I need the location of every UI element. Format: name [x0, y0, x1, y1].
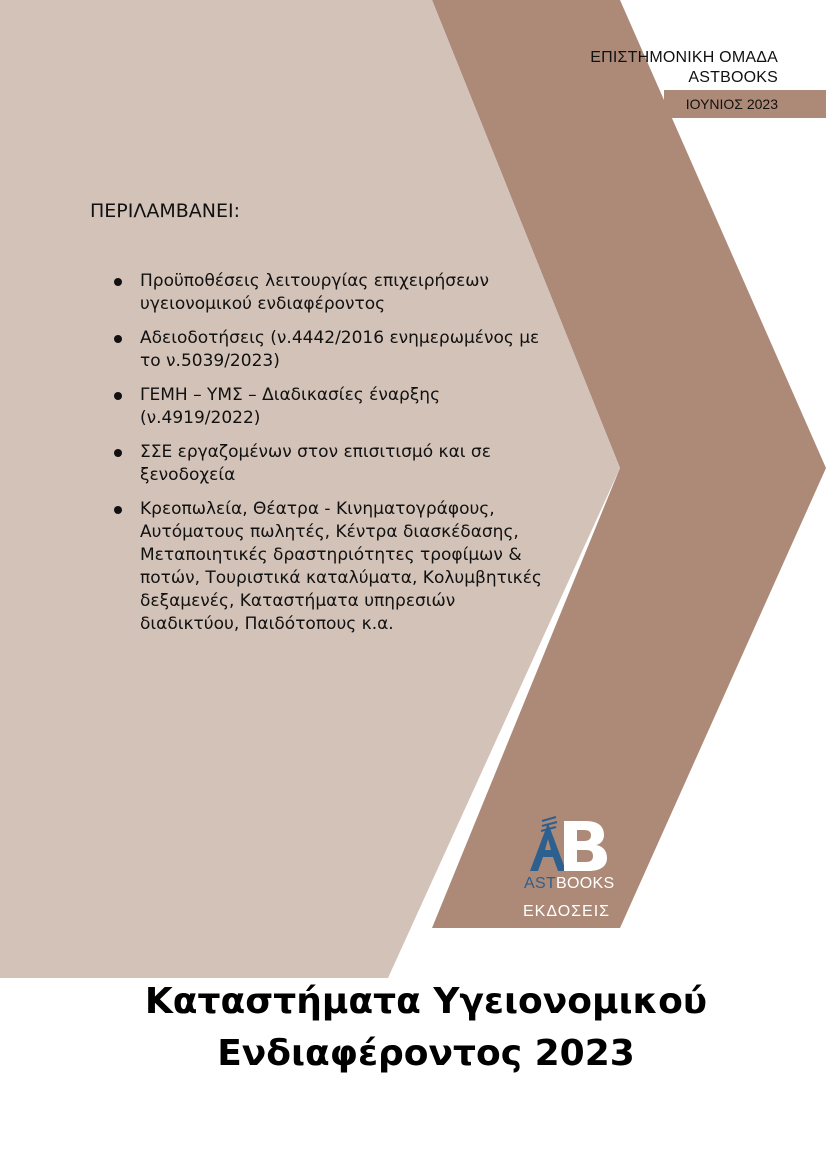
list-item [112, 384, 582, 430]
contents-heading: ΠΕΡΙΛΑΜΒΑΝΕΙ: [90, 200, 240, 222]
list-item-line: δεξαμενές, Καταστήματα υπηρεσιών [140, 591, 456, 611]
list-item-line: ξενοδοχεία [140, 465, 236, 485]
bullet-icon [114, 449, 122, 457]
bullet-icon [114, 392, 122, 400]
list-item [112, 498, 582, 636]
list-item [112, 270, 582, 316]
list-item-line: Μεταποιητικές δραστηριότητες τροφίμων & [140, 545, 522, 565]
ab-logo-icon [520, 815, 620, 877]
bullet-icon [114, 335, 122, 343]
logo-wordmark [524, 875, 614, 893]
book-title-line: Καταστήματα Υγειονομικού [144, 981, 708, 1022]
publisher-brand: ASTBOOKS [688, 69, 778, 86]
list-item-line: Προϋποθέσεις λειτουργίας επιχειρήσεων [140, 271, 489, 291]
publication-date: ΙΟΥΝΙΟΣ 2023 [685, 96, 778, 112]
list-item-line: το ν.5039/2023) [140, 351, 280, 371]
list-item [112, 327, 582, 373]
logo-wordmark-ast: AST [524, 875, 557, 892]
bullet-icon [114, 278, 122, 286]
bullet-icon [114, 506, 122, 514]
list-item-line: ΣΣΕ εργαζομένων στον επισιτισμό και σε [140, 442, 491, 462]
list-item-line: Κρεοπωλεία, Θέατρα - Κινηματογράφους, [140, 499, 495, 519]
list-item-line: Αυτόματους πωλητές, Κέντρα διασκέδασης, [140, 522, 519, 542]
logo-subtitle: ΕΚΔΟΣΕΙΣ [523, 903, 611, 920]
list-item-line: διαδικτύου, Παιδότοπους κ.α. [140, 614, 394, 634]
publisher-logo [520, 815, 624, 920]
list-item [112, 441, 582, 487]
publisher-name: ΕΠΙΣΤΗΜΟΝΙΚΗ ΟΜΑΔΑ [590, 49, 778, 66]
list-item-line: (ν.4919/2022) [140, 408, 261, 428]
list-item-line: Αδειοδοτήσεις (ν.4442/2016 ενημερωμένος με [140, 328, 540, 348]
list-item-line: ΓΕΜΗ – ΥΜΣ – Διαδικασίες έναρξης [140, 385, 441, 405]
book-title [0, 976, 826, 1080]
contents-list [112, 270, 582, 647]
list-item-line: ποτών, Τουριστικά καταλύματα, Κολυμβητικές [140, 568, 542, 588]
logo-wordmark-books: BOOKS [556, 875, 615, 892]
publisher-block [590, 48, 778, 88]
book-title-line: Ενδιαφέροντος 2023 [217, 1033, 635, 1074]
list-item-line: υγειονομικού ενδιαφέροντος [140, 294, 386, 314]
